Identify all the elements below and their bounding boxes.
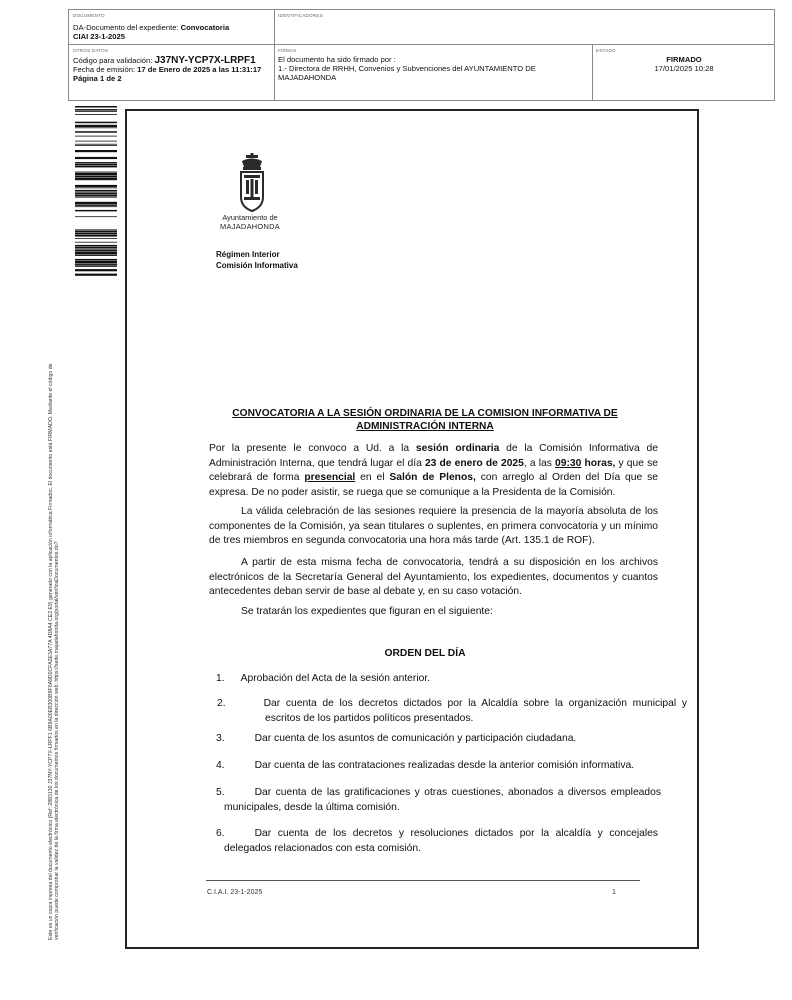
estado-date: 17/01/2025 10:28 [654, 64, 714, 73]
text-run: y que se celebrará de forma [209, 457, 658, 483]
codigo-validacion [73, 56, 271, 65]
agenda-item-number: 4. [216, 760, 225, 771]
firmas-line2: 1.- Directora de RRHH, Convenios y Subvenciones del AYUNTAMIENTO DE MAJADAHONDA [278, 64, 536, 82]
firmas-cell [278, 48, 588, 82]
session-mode: presencial [304, 472, 356, 483]
barcode-bar [75, 106, 117, 108]
validation-barcode [75, 106, 117, 276]
barcode-bar [75, 274, 117, 276]
codigo-prefix: Código para validación: [73, 56, 155, 65]
barcode-bar [75, 195, 117, 197]
paragraph-expedientes: Se tratarán los expedientes que figuran en el siguiente: [241, 606, 493, 617]
logo-line2: MAJADAHONDA [220, 221, 280, 231]
agenda-item-number: 3. [216, 733, 225, 744]
department-line1: Régimen Interior [216, 250, 280, 259]
text-run: , a las [523, 457, 556, 469]
barcode-bar [75, 178, 117, 180]
codigo-value[interactable]: J37NY-YCP7X-LRPF1 [154, 55, 256, 66]
barcode-bar [75, 234, 117, 236]
barcode-bar [75, 122, 117, 124]
barcode-bar [75, 188, 117, 189]
barcode-bar [75, 252, 117, 254]
barcode-bar [75, 150, 117, 152]
pagina-indicator: Página 1 de 2 [73, 74, 122, 83]
divider [274, 44, 275, 101]
session-time: 09:30 [555, 457, 582, 469]
divider [592, 44, 593, 101]
estado-label: ESTADO [596, 48, 616, 53]
session-date: 23 de enero de 2025 [424, 457, 524, 469]
text-run: horas, [581, 457, 616, 469]
session-venue: Salón de Plenos, [389, 472, 476, 483]
barcode-bar [75, 233, 117, 235]
agenda-item [216, 786, 661, 815]
barcode-bar [75, 173, 117, 175]
fecha-value: 17 de Enero de 2025 a las 11:31:17 [137, 65, 262, 74]
identificadores-cell [278, 13, 578, 18]
barcode-bar [75, 245, 117, 247]
orden-del-dia-heading: ORDEN DEL DÍA [384, 648, 466, 659]
agenda-item-text: Dar cuenta de los asuntos de comunicación y participación ciudadana. [254, 733, 577, 744]
identificadores-label: IDENTIFICADORES [278, 13, 323, 18]
convocatoria-title [200, 407, 650, 433]
side-text-line1: Este es un copia impresa del documento electrónico (Ref: 2883130 J37NY-YCP7X-LRPF1 6B9A00EB300B9F0A9D0CFA2E3A77A 4D8A4 CE2 E9) generado con la aplicación informática Firmadoc. El documento está FIRMADO. Mediante el código de [48, 363, 54, 940]
title-line2: ADMINISTRACIÓN INTERNA [356, 421, 494, 432]
barcode-bar [75, 249, 117, 250]
barcode-bar [75, 204, 117, 206]
logo-caption [214, 214, 286, 231]
barcode-bar [75, 175, 117, 177]
otros-datos-cell [73, 48, 271, 83]
agenda-item-text: Aprobación del Acta de la sesión anterior. [240, 673, 431, 684]
documento-type: Convocatoria [180, 23, 230, 32]
documento-cell [73, 13, 271, 41]
department-heading [216, 249, 298, 271]
barcode-bar [75, 250, 117, 252]
side-text-line2: verificación puede comprobar la validez de la firma electrónica de los documentos firmados en la dirección web: https://sede.majadahonda.org/portal/verificaDocumentos.do? [54, 541, 61, 940]
barcode-bar [75, 131, 117, 133]
agenda-item [216, 672, 656, 687]
firmas-label: FIRMAS [278, 48, 297, 53]
barcode-bar [75, 247, 117, 249]
text-run: en el [355, 472, 390, 483]
barcode-bar [75, 269, 117, 271]
barcode-bar [75, 192, 117, 193]
title-line1: CONVOCATORIA A LA SESIÓN ORDINARIA DE LA COMISION INFORMATIVA DE [232, 408, 618, 419]
barcode-bar [75, 202, 117, 204]
agenda-item-text: Dar cuenta de los decretos dictados por la Alcaldía sobre la organización municipal y escritos de los partidos políticos presentados. [263, 698, 687, 724]
logo-line1: Ayuntamiento de [222, 213, 278, 222]
documento-line1 [73, 23, 271, 32]
barcode-bar [75, 125, 117, 127]
barcode-bar [75, 259, 117, 261]
agenda-item-number: 5. [216, 787, 225, 798]
barcode-bar [75, 229, 117, 230]
fecha-prefix: Fecha de emisión: [73, 65, 138, 74]
agenda-item [216, 759, 656, 774]
barcode-bar [75, 261, 117, 263]
barcode-bar [75, 141, 117, 142]
agenda-item-number: 2. [217, 698, 226, 709]
barcode-bar [75, 242, 117, 243]
barcode-bar [75, 111, 117, 112]
barcode-bar [75, 265, 117, 267]
department-line2: Comisión Informativa [216, 261, 298, 270]
text-run: Por la presente le convoco a Ud. a la [209, 443, 416, 454]
document-header-table [68, 9, 775, 101]
agenda-item [216, 827, 658, 856]
firmas-line1: El documento ha sido firmado por : [278, 55, 396, 64]
documento-label: DOCUMENTO [73, 13, 105, 18]
documento-line2: CIAI 23-1-2025 [73, 32, 125, 41]
footer-reference: C.I.A.I. 23-1-2025 [207, 889, 263, 896]
agenda-item-text: Dar cuenta de los decretos y resoluciones dictados por la alcaldía y concejales delegados relacionados con esta comisión. [224, 828, 658, 854]
barcode-bar [75, 157, 117, 159]
barcode-bar [75, 263, 117, 265]
barcode-bar [75, 216, 117, 217]
verification-side-text [48, 363, 61, 940]
barcode-bar [75, 185, 117, 187]
barcode-bar [75, 166, 117, 168]
barcode-bar [75, 231, 117, 233]
divider [274, 10, 275, 44]
agenda-item-number: 6. [216, 828, 225, 839]
barcode-bar [75, 109, 117, 111]
barcode-bar [75, 114, 117, 115]
text-run: con arreglo al Orden del Día que se expresa. De no poder asistir, se ruega que se comunique a la Presidenta de la Comisión. [209, 472, 658, 498]
paragraph-convocatoria [209, 442, 658, 500]
barcode-bar [75, 206, 117, 207]
agenda-item [216, 732, 656, 747]
barcode-bar [75, 254, 117, 256]
barcode-bar [75, 238, 117, 239]
documento-prefix: DA-Documento del expediente: [73, 23, 181, 32]
fecha-emision [73, 65, 271, 74]
barcode-bar [75, 162, 117, 164]
agenda-item-text: Dar cuenta de las contrataciones realizadas desde la anterior comisión informativa. [254, 760, 635, 771]
estado-cell [596, 48, 772, 73]
agenda-item-text: Dar cuenta de las gratificaciones y otras cuestiones, abonados a diversos empleados municipales, desde la última comisión. [224, 787, 661, 813]
barcode-bar [75, 197, 117, 198]
barcode-bar [75, 190, 117, 192]
session-type: sesión ordinaria [415, 443, 500, 454]
estado-value: FIRMADO [666, 55, 702, 64]
barcode-bar [75, 210, 117, 212]
agenda-item [217, 697, 687, 726]
agenda-item-number: 1. [216, 673, 225, 684]
paragraph-documentation: A partir de esta misma fecha de convocatoria, tendrá a su disposición en los archivos electrónicos de la Secretaría General del Ayuntamiento, los expedientes, documentos y cuantos antecedentes deban servir de base al debate y, en su caso votación. [209, 557, 658, 597]
barcode-bar [75, 145, 117, 146]
barcode-bar [75, 144, 117, 145]
otros-datos-label: OTROS DATOS [73, 48, 109, 53]
barcode-bar [75, 164, 117, 166]
barcode-bar [75, 172, 117, 173]
divider [69, 44, 774, 45]
footer-rule [206, 880, 640, 881]
text-run: de la Comisión Informativa de Administración Interna, que tendrá lugar el día [209, 443, 659, 469]
paragraph-quorum: La válida celebración de las sesiones requiere la presencia de la mayoría absoluta de los componentes de la Comisión, ya sean titulares o suplentes, en primera convocatoria y un mínimo de tres miembros en segunda convocatoria una hora más tarde (Art. 135.1 de ROF). [209, 506, 658, 546]
barcode-bar [75, 127, 117, 128]
footer-page-number: 1 [612, 889, 616, 896]
barcode-bar [75, 136, 117, 137]
barcode-bar [75, 193, 117, 195]
